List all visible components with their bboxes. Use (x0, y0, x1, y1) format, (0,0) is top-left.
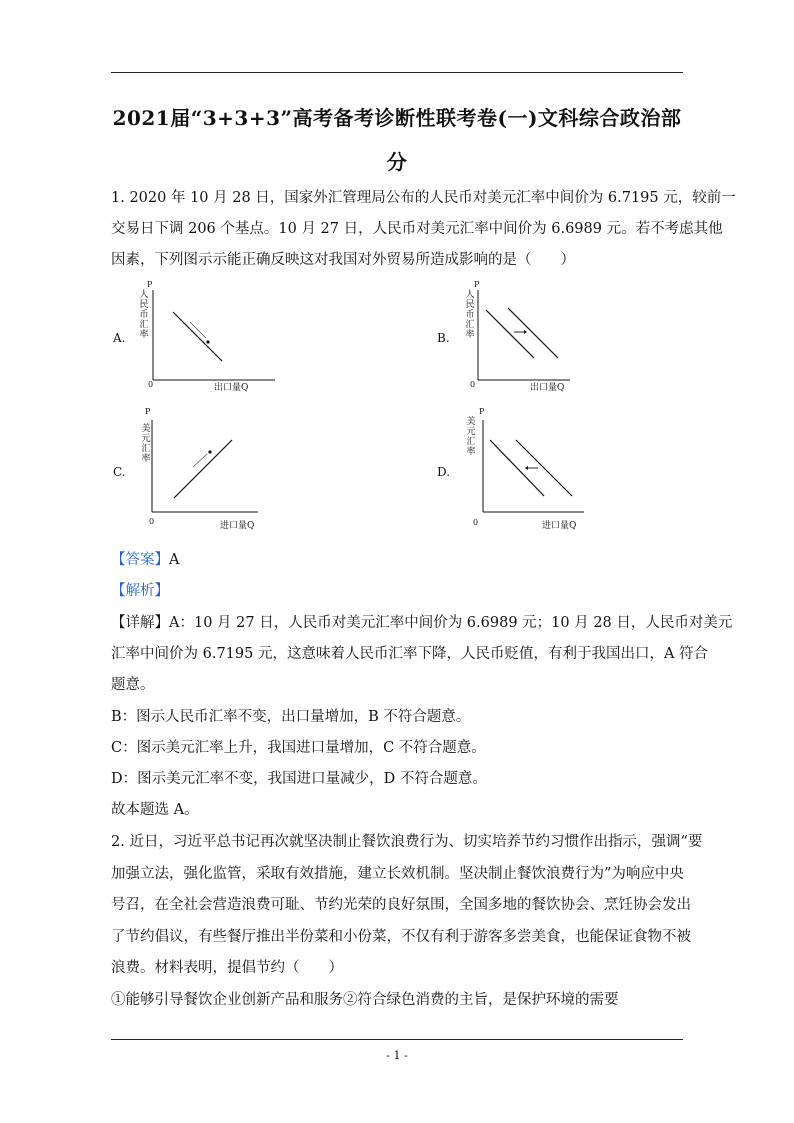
q2-line-3: 号召，在全社会营造浪费可耻、节约光荣的良好氛围，全国多地的餐饮协会、烹饪协会发出 (111, 897, 691, 913)
option-a-label: A. (113, 331, 126, 345)
graph-b-xlabel: 出口量Q (530, 383, 565, 393)
graph-b-origin: 0 (470, 380, 476, 389)
detail-d: D：图示美元汇率不变，我国进口量减少，D 不符合题意。 (111, 771, 487, 787)
analysis-tag: 【解析】 (111, 583, 169, 599)
graph-d-ylabel: 美元汇率 (466, 417, 476, 457)
graph-d (466, 412, 591, 522)
graph-a-origin: 0 (148, 380, 154, 389)
option-c-label: C. (113, 465, 126, 479)
q2-line-2: 加强立法，强化监管，采取有效措施，建立长效机制。坚决制止餐饮浪费行为”为响应中央 (111, 866, 684, 882)
graph-a-xlabel: 出口量Q (214, 383, 249, 393)
option-b-label: B. (437, 331, 450, 345)
graph-d-xlabel: 进口量Q (542, 521, 577, 531)
q2-line-4: 了节约倡议，有些餐厅推出半份菜和小份菜，不仅有利于游客多尝美食，也能保证食物不被 (111, 929, 691, 945)
q2-line-6: ①能够引导餐饮企业创新产品和服务②符合绿色消费的主旨，是保护环境的需要 (111, 992, 619, 1008)
q2-line-1: 2. 近日，习近平总书记再次就坚决制止餐饮浪费行为、切实培养节约习惯作出指示，强调“要 (111, 834, 703, 850)
q1-line-1: 1. 2020 年 10 月 28 日，国家外汇管理局公布的人民币对美元汇率中间价为 6.7195 元，较前一 (111, 190, 736, 206)
answer-tag: 【答案】 (111, 552, 169, 568)
graph-c-p: P (145, 407, 151, 416)
footer-rule (111, 1039, 683, 1040)
detail-conclusion: 故本题选 A。 (111, 802, 199, 818)
graph-b-ylabel: 人民币汇率 (465, 290, 475, 340)
page-title-cont: 分 (386, 150, 408, 174)
detail-b: B：图示人民币汇率不变，出口量增加，B 不符合题意。 (111, 709, 471, 725)
detail-line-1: 【详解】A：10 月 27 日，人民币对美元汇率中间价为 6.6989 元；10 月 28 日，人民币对美元 (111, 615, 733, 631)
answer-value: A (169, 552, 180, 568)
graph-c (140, 412, 265, 522)
graph-c-ylabel: 美元汇率 (141, 424, 151, 464)
header-rule (111, 72, 683, 73)
option-d-label: D. (437, 465, 451, 479)
graph-d-p: P (479, 407, 485, 416)
detail-line-3: 题意。 (111, 677, 155, 693)
graph-a-ylabel: 人民币汇率 (139, 290, 149, 340)
q1-line-3: 因素，下列图示示能正确反映这对我国对外贸易所造成影响的是（ ） (111, 252, 575, 268)
answer-line (111, 548, 179, 569)
detail-c: C：图示美元汇率上升，我国进口量增加，C 不符合题意。 (111, 740, 486, 756)
graph-d-origin: 0 (473, 518, 479, 527)
q1-line-2: 交易日下调 206 个基点。10 月 27 日，人民币对美元汇率中间价为 6.6989 元。若不考虑其他 (111, 221, 723, 237)
graph-c-origin: 0 (149, 517, 155, 526)
page-title: 2021届“3+3+3”高考备考诊断性联考卷(一)文科综合政治部 (112, 106, 682, 130)
detail-line-2: 汇率中间价为 6.7195 元，这意味着人民币汇率下降，人民币贬值，有利于我国出口，A 符合 (111, 646, 709, 662)
graph-c-xlabel: 进口量Q (220, 521, 255, 531)
q2-line-5: 浪费。材料表明，提倡节约（ ） (111, 960, 343, 976)
page-number: - 1 - (386, 1049, 408, 1062)
graph-b (466, 285, 576, 395)
graph-a-p: P (147, 280, 153, 289)
graph-b-p: P (474, 280, 480, 289)
graph-a (140, 285, 280, 395)
